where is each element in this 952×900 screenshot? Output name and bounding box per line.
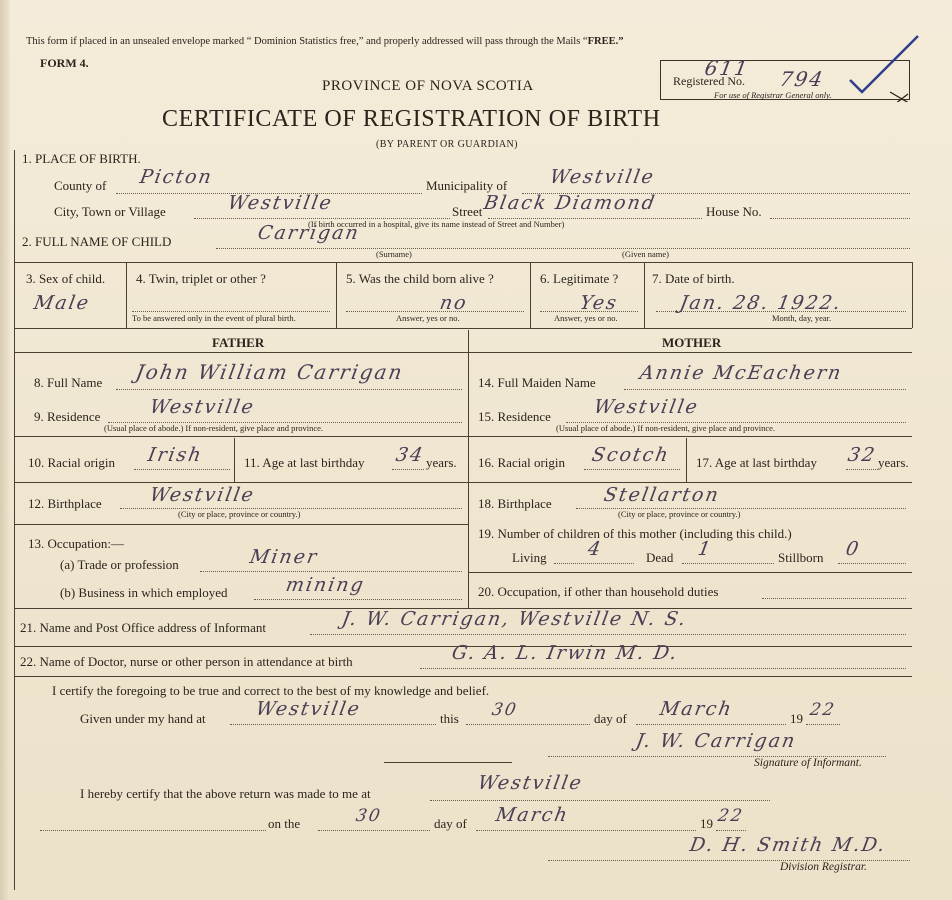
day-line xyxy=(466,724,590,725)
parent-heading-rule xyxy=(14,352,912,353)
mail-notice xyxy=(26,36,623,47)
alive-note: Answer, yes or no. xyxy=(396,313,460,323)
mother-living-line xyxy=(554,563,634,564)
registrar-place-line xyxy=(430,800,770,801)
mother-age-value: 32 xyxy=(846,444,879,466)
city-label: City, Town or Village xyxy=(54,204,166,219)
scan-left-edge xyxy=(0,0,10,900)
father-racial-label: 10. Racial origin xyxy=(28,455,116,470)
mother-racial-value: Scotch xyxy=(590,444,672,466)
sex-value: Male xyxy=(32,292,93,314)
registrar-day-line xyxy=(318,830,430,831)
registered-label: Registered No. xyxy=(673,74,745,88)
month-value: March xyxy=(658,698,735,720)
row-3-divider-1 xyxy=(126,262,127,328)
surname-caption: (Surname) xyxy=(376,249,412,259)
registrar-general-note: For use of Registrar General only. xyxy=(714,90,832,100)
sex-label: 3. Sex of child. xyxy=(26,271,106,286)
year-value: 22 xyxy=(808,700,838,720)
mail-notice-free: FREE.” xyxy=(587,36,624,47)
row-3-divider-3 xyxy=(530,262,531,328)
mother-dead-value: 1 xyxy=(696,538,715,560)
doctor-value: G. A. L. Irwin M. D. xyxy=(450,642,681,664)
father-racial-line xyxy=(134,469,230,470)
row-3-bottom-rule xyxy=(14,328,912,329)
registered-hand-a: 611 xyxy=(702,56,752,80)
municipality-label: Municipality of xyxy=(426,178,508,193)
place-of-birth-label: 1. PLACE OF BIRTH. xyxy=(22,151,141,166)
father-age-value: 34 xyxy=(394,444,427,466)
father-business-line xyxy=(254,599,462,600)
father-birthplace-label: 12. Birthplace xyxy=(28,496,102,511)
registrar-day-of-label: day of xyxy=(434,816,467,831)
doctor-label: 22. Name of Doctor, nurse or other person in attendance at birth xyxy=(20,654,353,669)
legitimate-label: 6. Legitimate ? xyxy=(540,271,619,286)
mother-residence-value: Westville xyxy=(592,396,701,418)
father-abode-note: (Usual place of abode.) If non-resident, give place and province. xyxy=(104,423,324,433)
doctor-line xyxy=(420,668,906,669)
city-value: Westville xyxy=(226,192,335,214)
form-number: FORM 4. xyxy=(40,56,89,70)
mother-age-label: 17. Age at last birthday xyxy=(696,455,817,470)
mother-stillborn-label: Stillborn xyxy=(778,550,824,565)
father-racial-value: Irish xyxy=(146,444,205,466)
father-occupation-label: 13. Occupation:— xyxy=(28,536,125,551)
informant-label: 21. Name and Post Office address of Informant xyxy=(20,620,266,635)
informant-line xyxy=(310,634,906,635)
given-under-label: Given under my hand at xyxy=(80,711,206,726)
county-label: County of xyxy=(54,178,107,193)
legitimate-value: Yes xyxy=(578,292,620,314)
short-separator-rule xyxy=(384,762,512,763)
father-years-label: years. xyxy=(426,455,457,470)
date-of-birth-label: 7. Date of birth. xyxy=(652,271,735,286)
registrar-signature: D. H. Smith M.D. xyxy=(688,834,889,856)
house-line xyxy=(770,218,910,219)
form-left-rule xyxy=(14,150,15,890)
father-row-rule-2 xyxy=(14,482,468,483)
given-name-caption: (Given name) xyxy=(622,249,669,259)
row-3-divider-4 xyxy=(644,262,645,328)
month-line xyxy=(636,724,786,725)
mother-dead-label: Dead xyxy=(646,550,674,565)
mother-stillborn-value: 0 xyxy=(844,538,863,560)
twin-label: 4. Twin, triplet or other ? xyxy=(136,271,266,286)
row-3-right-rule xyxy=(912,262,913,328)
year-line xyxy=(806,724,840,725)
row-3-top-rule xyxy=(14,262,912,263)
father-business-label: (b) Business in which employed xyxy=(60,585,228,600)
day-of-label: day of xyxy=(594,711,627,726)
informant-signature-caption: Signature of Informant. xyxy=(754,757,862,769)
child-surname-value: Carrigan xyxy=(256,222,362,244)
certificate-subtitle: (BY PARENT OR GUARDIAN) xyxy=(376,139,518,150)
mother-name-value: Annie McEachern xyxy=(638,362,845,384)
registrar-signature-caption: Division Registrar. xyxy=(780,861,867,873)
mother-birthplace-label: 18. Birthplace xyxy=(478,496,552,511)
alive-line xyxy=(346,311,524,312)
mother-occupation-label: 20. Occupation, if other than household duties xyxy=(478,584,719,599)
street-value: Black Diamond xyxy=(482,192,659,214)
father-age-line xyxy=(392,469,424,470)
day-value: 30 xyxy=(490,700,520,720)
child-name-line xyxy=(216,248,910,249)
mother-age-line xyxy=(846,469,878,470)
alive-label: 5. Was the child born alive ? xyxy=(346,271,494,286)
county-value: Picton xyxy=(138,166,215,188)
registrar-year-prefix: 19 xyxy=(700,816,713,831)
check-mark-icon xyxy=(842,32,922,102)
given-place-line xyxy=(230,724,436,725)
registrar-statement: I hereby certify that the above return was made to me at xyxy=(80,786,371,801)
house-label: House No. xyxy=(706,204,762,219)
mother-row-rule-3 xyxy=(468,572,912,573)
mother-living-label: Living xyxy=(512,550,547,565)
father-birthplace-value: Westville xyxy=(148,484,257,506)
date-of-birth-value: Jan. 28. 1922. xyxy=(678,292,844,314)
row-3-divider-2 xyxy=(336,262,337,328)
street-label: Street xyxy=(452,204,483,219)
given-place-value: Westville xyxy=(254,698,363,720)
mother-years-label: years. xyxy=(878,455,909,470)
father-residence-value: Westville xyxy=(148,396,257,418)
registrar-day-value: 30 xyxy=(354,806,384,826)
father-trade-value: Miner xyxy=(248,546,321,568)
father-row-rule-1 xyxy=(14,436,468,437)
informant-value: J. W. Carrigan, Westville N. S. xyxy=(340,608,690,630)
mother-birthplace-note: (City or place, province or country.) xyxy=(618,509,741,519)
father-racial-divider xyxy=(234,438,235,482)
mother-abode-note: (Usual place of abode.) If non-resident, give place and province. xyxy=(556,423,776,433)
mother-birthplace-value: Stellarton xyxy=(602,484,722,506)
on-the-label: on the xyxy=(268,816,301,831)
mother-children-label: 19. Number of children of this mother (including this child.) xyxy=(478,526,792,541)
this-label: this xyxy=(440,711,459,726)
mother-name-label: 14. Full Maiden Name xyxy=(478,375,596,390)
registrar-year-line xyxy=(716,830,746,831)
certificate-title: CERTIFICATE OF REGISTRATION OF BIRTH xyxy=(162,106,661,132)
father-age-label: 11. Age at last birthday xyxy=(244,455,365,470)
child-name-label: 2. FULL NAME OF CHILD xyxy=(22,234,172,249)
twin-note: To be answered only in the event of plural birth. xyxy=(132,313,296,323)
municipality-value: Westville xyxy=(548,166,657,188)
father-trade-line xyxy=(200,571,462,572)
mother-dead-line xyxy=(682,563,774,564)
registered-hand-b: 794 xyxy=(777,67,827,91)
father-name-value: John William Carrigan xyxy=(133,360,406,384)
father-birthplace-note: (City or place, province or country.) xyxy=(178,509,301,519)
mother-racial-divider xyxy=(686,438,687,482)
date-of-birth-note: Month, day, year. xyxy=(772,313,832,323)
mother-racial-line xyxy=(584,469,680,470)
mother-row-rule-1 xyxy=(468,436,912,437)
year-prefix: 19 xyxy=(790,711,803,726)
father-name-label: 8. Full Name xyxy=(34,375,103,390)
registrar-leading-line xyxy=(40,830,266,831)
mother-row-rule-2 xyxy=(468,482,912,483)
father-row-rule-3 xyxy=(14,524,468,525)
alive-value: no xyxy=(438,292,470,314)
father-trade-label: (a) Trade or profession xyxy=(60,557,179,572)
mother-racial-label: 16. Racial origin xyxy=(478,455,566,470)
legitimate-note: Answer, yes or no. xyxy=(554,313,618,323)
certification-top-rule xyxy=(14,676,912,677)
informant-signature: J. W. Carrigan xyxy=(634,730,799,752)
hospital-note: (If birth occurred in a hospital, give its name instead of Street and Number) xyxy=(308,219,565,229)
parent-column-divider xyxy=(468,330,469,608)
mother-stillborn-line xyxy=(838,563,906,564)
mother-residence-label: 15. Residence xyxy=(478,409,551,424)
registrar-place-value: Westville xyxy=(476,772,585,794)
mother-heading: MOTHER xyxy=(662,335,722,350)
mail-notice-text: This form if placed in an unsealed envelope marked “ Dominion Statistics free,” and properly addressed will pass through the Mails “ xyxy=(26,36,588,47)
certify-statement: I certify the foregoing to be true and correct to the best of my knowledge and belief. xyxy=(52,683,490,698)
father-residence-label: 9. Residence xyxy=(34,409,101,424)
mother-living-value: 4 xyxy=(586,538,605,560)
registrar-month-value: March xyxy=(494,804,571,826)
father-heading: FATHER xyxy=(212,335,265,350)
registrar-month-line xyxy=(476,830,696,831)
province-heading: PROVINCE OF NOVA SCOTIA xyxy=(322,78,534,94)
mother-occupation-line xyxy=(762,598,906,599)
registrar-year-value: 22 xyxy=(716,806,746,826)
mother-name-line xyxy=(624,389,906,390)
twin-line xyxy=(132,311,330,312)
father-name-line xyxy=(116,389,462,390)
father-business-value: mining xyxy=(284,574,367,596)
